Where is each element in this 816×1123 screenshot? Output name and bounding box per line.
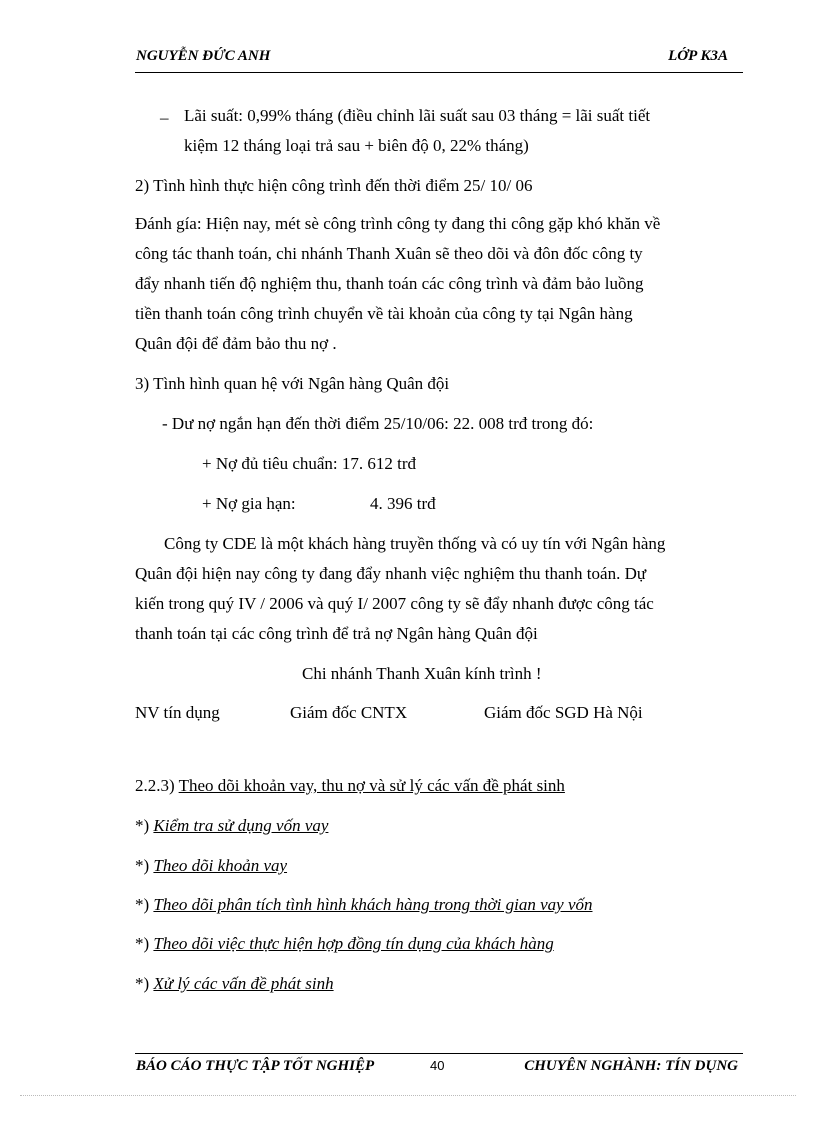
eval-line-3: đẩy nhanh tiến độ nghiệm thu, thanh toán các công trình và đảm bảo luồng bbox=[135, 274, 644, 293]
list-item bbox=[135, 934, 554, 954]
interest-line-2: kiệm 12 tháng loại trả sau + biên độ 0, 22% tháng) bbox=[184, 136, 529, 155]
list-item bbox=[135, 816, 328, 836]
company-line-1: Công ty CDE là một khách hàng truyền thống và có uy tín với Ngân hàng bbox=[164, 534, 666, 553]
star-marker: *) bbox=[135, 816, 150, 835]
section-223-heading bbox=[135, 776, 565, 796]
list-item bbox=[135, 895, 592, 915]
list-item bbox=[135, 974, 334, 994]
interest-line-1: Lãi suất: 0,99% tháng (điều chỉnh lãi suất sau 03 tháng = lãi suất tiết bbox=[184, 106, 651, 125]
eval-line-4: tiền thanh toán công trình chuyển về tài khoản của công ty tại Ngân hàng bbox=[135, 304, 633, 323]
signature-branch-director: Giám đốc CNTX bbox=[290, 703, 408, 722]
section-223-title: Theo dõi khoản vay, thu nợ và sử lý các vấn đề phát sinh bbox=[178, 776, 565, 795]
page-edge-dots bbox=[20, 1095, 796, 1096]
debt-extended-label: + Nợ gia hạn: bbox=[202, 494, 296, 513]
debt-extended-value: 4. 396 trđ bbox=[370, 494, 436, 513]
footer-major: CHUYÊN NGHÀNH: TÍN DỤNG bbox=[524, 1058, 738, 1074]
eval-line-5: Quân đội để đảm bảo thu nợ . bbox=[135, 334, 337, 353]
section-2-heading: 2) Tình hình thực hiện công trình đến thời điểm 25/ 10/ 06 bbox=[135, 176, 533, 195]
footer-report-title: BÁO CÁO THỰC TẬP TỐT NGHIỆP bbox=[136, 1058, 375, 1074]
closing-line: Chi nhánh Thanh Xuân kính trình ! bbox=[302, 664, 542, 683]
star-marker: *) bbox=[135, 934, 150, 953]
header-class: LỚP K3A bbox=[668, 48, 728, 64]
eval-line-2: công tác thanh toán, chi nhánh Thanh Xuân sẽ theo dõi và đôn đốc công ty bbox=[135, 244, 643, 263]
section-3-heading: 3) Tình hình quan hệ với Ngân hàng Quân đội bbox=[135, 374, 450, 393]
eval-line-1: Đánh gía: Hiện nay, mét sè công trình công ty đang thi công gặp khó khăn về bbox=[135, 214, 661, 233]
section-223-number: 2.2.3) bbox=[135, 776, 175, 795]
debt-standard: + Nợ đủ tiêu chuẩn: 17. 612 trđ bbox=[202, 454, 417, 473]
header-rule bbox=[135, 72, 743, 73]
signature-sgd-director: Giám đốc SGD Hà Nội bbox=[484, 703, 643, 722]
item-handle-issues: Xử lý các vấn đề phát sinh bbox=[153, 974, 334, 993]
item-analyze-customer: Theo dõi phân tích tình hình khách hàng trong thời gian vay vốn bbox=[153, 895, 593, 914]
signature-credit-officer: NV tín dụng bbox=[135, 703, 220, 722]
star-marker: *) bbox=[135, 856, 150, 875]
item-check-loan-usage: Kiểm tra sử dụng vốn vay bbox=[153, 816, 329, 835]
item-monitor-contract: Theo dõi việc thực hiện hợp đồng tín dụng của khách hàng bbox=[153, 934, 554, 953]
footer-rule bbox=[135, 1053, 743, 1054]
page-number: 40 bbox=[430, 1058, 445, 1073]
bullet-dash: – bbox=[160, 108, 169, 127]
star-marker: *) bbox=[135, 974, 150, 993]
company-line-3: kiến trong quý IV / 2006 và quý I/ 2007 công ty sẽ đẩy nhanh được công tác bbox=[135, 594, 654, 613]
header-author: NGUYỄN ĐỨC ANH bbox=[136, 48, 271, 64]
company-line-4: thanh toán tại các công trình để trả nợ Ngân hàng Quân đội bbox=[135, 624, 538, 643]
debt-line: - Dư nợ ngắn hạn đến thời điểm 25/10/06: 22. 008 trđ trong đó: bbox=[162, 414, 594, 433]
item-monitor-loan: Theo dõi khoản vay bbox=[153, 856, 288, 875]
company-line-2: Quân đội hiện nay công ty đang đẩy nhanh việc nghiệm thu thanh toán. Dự bbox=[135, 564, 647, 583]
list-item bbox=[135, 856, 287, 876]
star-marker: *) bbox=[135, 895, 150, 914]
